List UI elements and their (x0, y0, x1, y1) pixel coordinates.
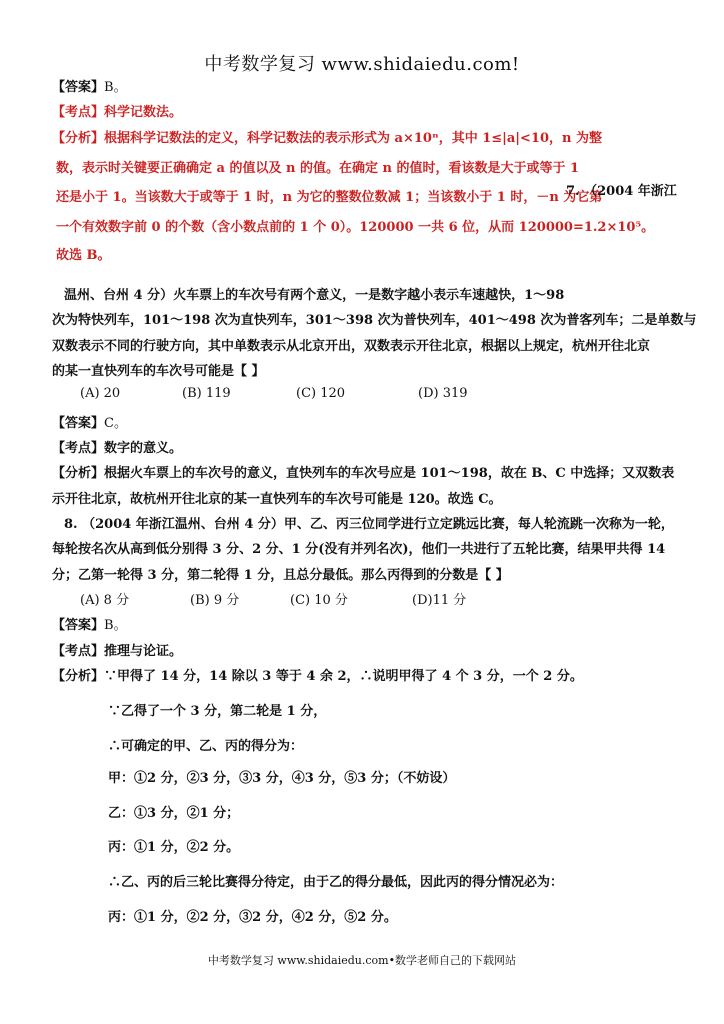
q7-answer (52, 412, 127, 431)
point-value: 数字的意义。 (104, 441, 183, 456)
q6-analysis-line-1: 数，表示时关键要正确确定 a 的值以及 n 的值。在确定 n 的值时，看该数是大于或等于 1 (56, 161, 580, 176)
answer-label: 【答案】 (52, 416, 105, 431)
analysis-text: 根据科学记数法的定义，科学记数法的表示形式为 a×10ⁿ，其中 1≤|a|<10，n 为整 (104, 131, 603, 146)
q7-analysis-line-1: 示开往北京，故杭州开往北京的某一直快列车的车次号可能是 120。故选 C。 (52, 492, 502, 507)
q7-option-d: (D) 319 (418, 386, 468, 401)
answer-label: 【答案】 (52, 618, 105, 633)
q7-intro: 7. （2004 年浙江 (566, 184, 677, 199)
q8-option-b: (B) 9 分 (190, 593, 240, 608)
point-label: 【考点】 (52, 644, 105, 659)
answer-label: 【答案】 (52, 80, 105, 95)
analysis-text: 根据火车票上的车次号的意义，直快列车的车次号应是 101～198，故在 B、C 中选择；又双数表 (104, 466, 675, 481)
point-label: 【考点】 (52, 441, 105, 456)
analysis-label: 【分析】 (52, 466, 105, 481)
page-header: 中考数学复习 www.shidaiedu.com! (204, 54, 520, 75)
answer-value: B。 (104, 80, 127, 95)
q6-analysis-line-3: 一个有效数字前 0 的个数（含小数点前的 1 个 0）。120000 一共 6 位，从而 120000=1.2×10⁵。 (56, 220, 655, 235)
answer-value: B。 (104, 618, 127, 633)
analysis-label: 【分析】 (52, 131, 105, 146)
q7-line-1: 次为特快列车，101～198 次为直快列车，301～398 次为普快列车，401～498 次为普客列车；二是单数与 (52, 313, 697, 328)
q8-analysis-line-1: ∴可确定的甲、乙、丙的得分为： (108, 739, 304, 754)
q7-option-a: (A) 20 (80, 386, 121, 401)
q8-answer (52, 614, 127, 633)
q7-option-b: (B) 119 (182, 386, 231, 401)
q7-option-c: (C) 120 (296, 386, 346, 401)
q8-point (52, 640, 182, 659)
q6-point (52, 101, 182, 120)
q8-line-2: 分；乙第一轮得 3 分，第二轮得 1 分，且总分最低。那么丙得到的分数是【 】 (52, 568, 509, 583)
q8-line-1: 每轮按名次从高到低分别得 3 分、2 分、1 分(没有并列名次)，他们一共进行了五轮比赛，结果甲共得 14 (52, 542, 666, 557)
q8-analysis-line-3: 乙：①3 分，②1 分； (108, 806, 240, 821)
q8-analysis-line-6: 丙：①1 分，②2 分，③2 分，④2 分，⑤2 分。 (108, 910, 397, 925)
page-footer: 中考数学复习 www.shidaiedu.com•数学老师自己的下载网站 (207, 954, 517, 967)
q7-line-0: 温州、台州 4 分）火车票上的车次号有两个意义，一是数字越小表示车速越快，1～98 (64, 288, 565, 303)
point-label: 【考点】 (52, 105, 105, 120)
q6-analysis-line-2: 还是小于 1。当该数大于或等于 1 时，n 为它的整数位数减 1；当该数小于 1 时，－n 为它第 (56, 190, 603, 205)
q7-line-2: 双数表示不同的行驶方向，其中单数表示从北京开出，双数表示开往北京，根据以上规定，杭州开往北京 (52, 339, 651, 354)
q8-option-d: (D)11 分 (412, 593, 467, 608)
q8-analysis-line-2: 甲：①2 分，②3 分，③3 分，④3 分，⑤3 分；（不妨设） (108, 771, 456, 786)
q8-analysis-line-0: ∵乙得了一个 3 分，第二轮是 1 分， (108, 704, 327, 719)
q6-analysis-line-0 (52, 127, 602, 146)
q8-option-a: (A) 8 分 (80, 593, 130, 608)
point-value: 推理与论证。 (104, 644, 183, 659)
q8-analysis-first (52, 665, 583, 684)
q7-analysis-line-0 (52, 462, 674, 481)
q8-line-0: 8. （2004 年浙江温州、台州 4 分）甲、乙、丙三位同学进行立定跳远比赛，每人轮流跳一次称为一轮， (64, 517, 674, 532)
q6-analysis-line-4: 故选 B。 (56, 248, 111, 263)
q8-analysis-line-4: 丙：①1 分，②2 分。 (108, 840, 240, 855)
q7-line-3: 的某一直快列车的车次号可能是【 】 (52, 364, 265, 379)
q7-point (52, 437, 182, 456)
point-value: 科学记数法。 (104, 105, 183, 120)
analysis-label: 【分析】 (52, 669, 105, 684)
q8-analysis-line-5: ∴乙、丙的后三轮比赛得分待定，由于乙的得分最低，因此丙的得分情况必为： (108, 875, 564, 890)
q6-answer (52, 76, 127, 95)
answer-value: C。 (104, 416, 127, 431)
analysis-text: ∵甲得了 14 分，14 除以 3 等于 4 余 2，∴说明甲得了 4 个 3 分，一个 2 分。 (104, 669, 583, 684)
q8-option-c: (C) 10 分 (290, 593, 348, 608)
